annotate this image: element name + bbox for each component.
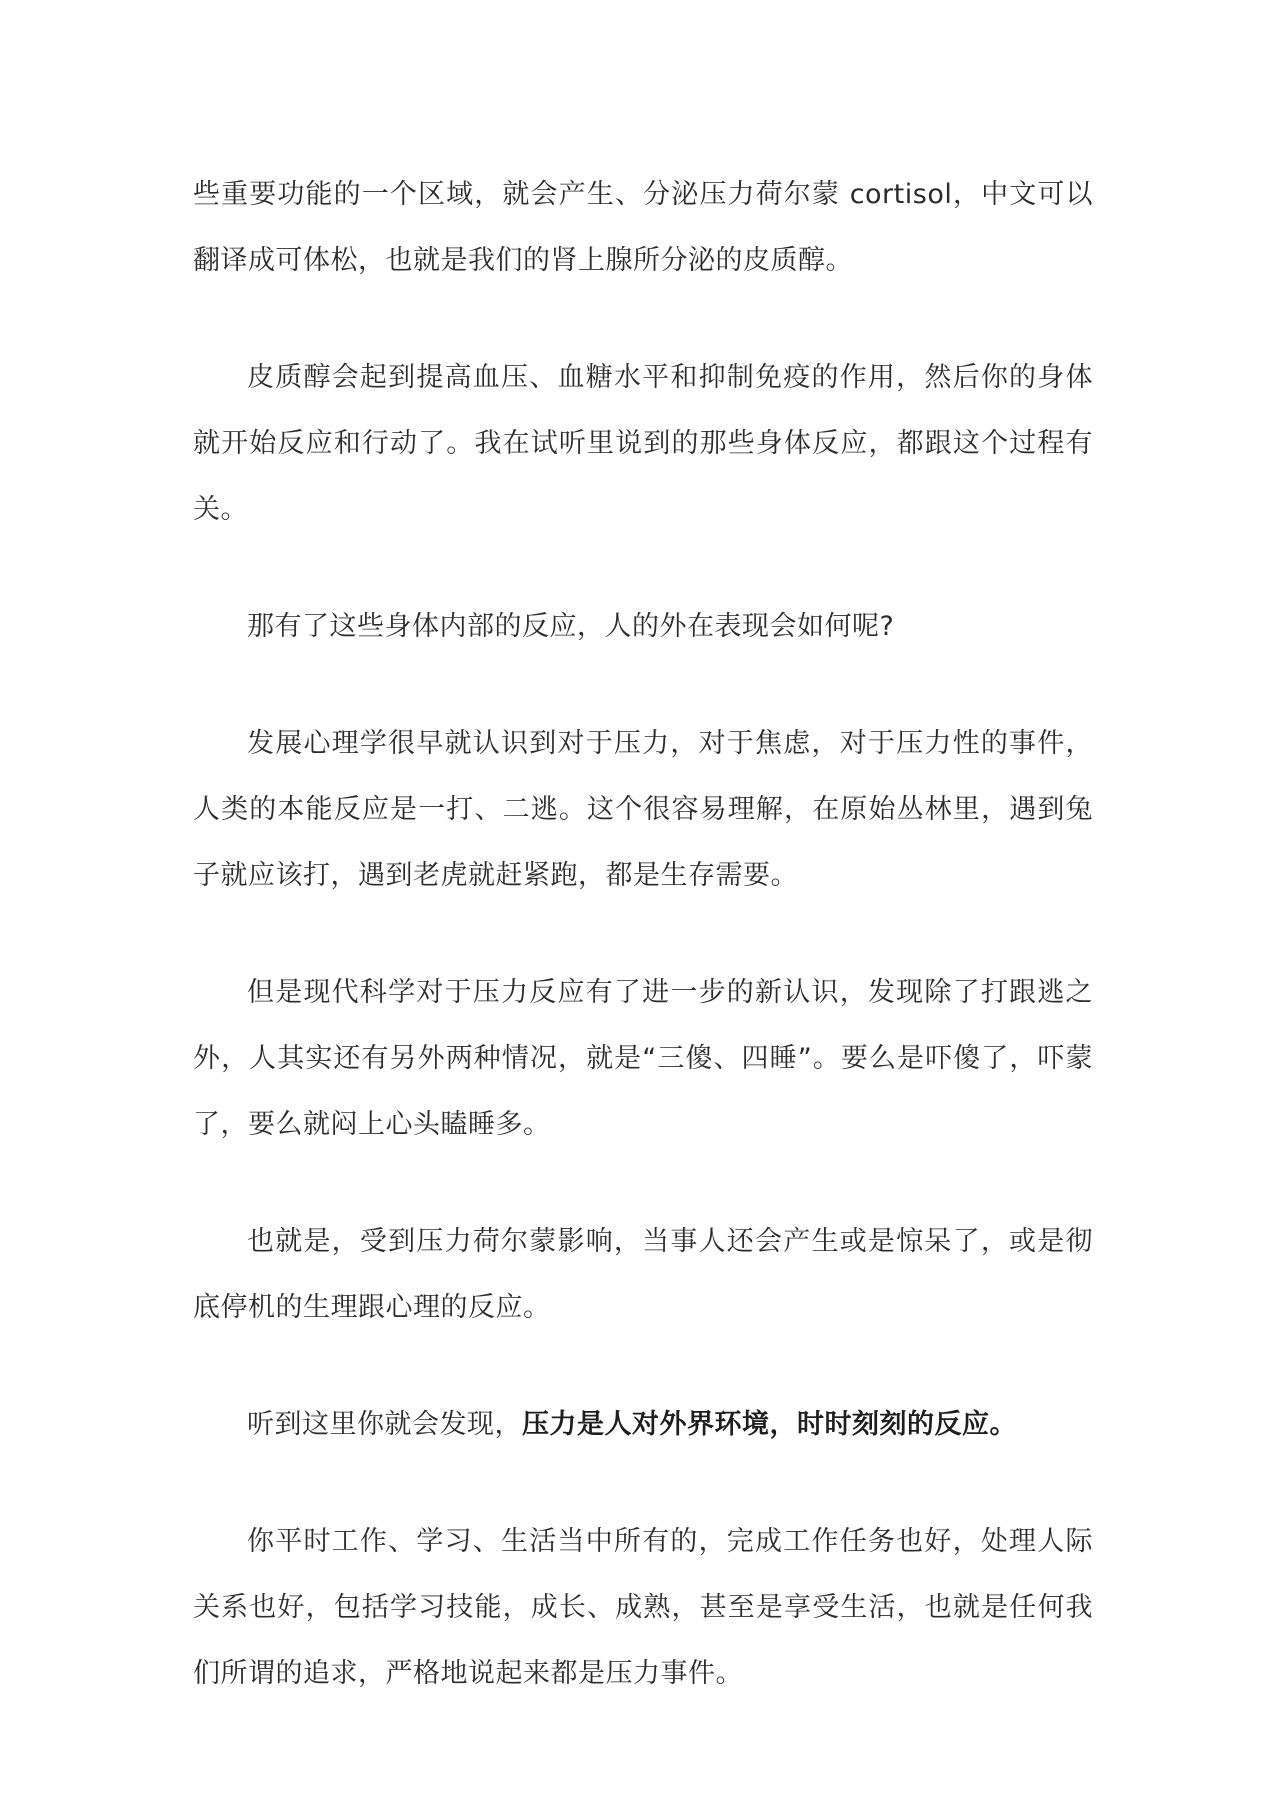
paragraph-external-question: 那有了这些身体内部的反应，人的外在表现会如何呢? (247, 611, 895, 642)
paragraph-shutdown-response: 也就是，受到压力荷尔蒙影响，当事人还会产生或是惊呆了，或是彻底停机的生理跟心理的反应。 (193, 1226, 1093, 1323)
paragraph-freeze-and-sleep: 但是现代科学对于压力反应有了进一步的新认识，发现除了打跟逃之外，人其实还有另外两种情况，就是“三傻、四睡”。要么是吓傻了，吓蒙了，要么就闷上心头瞌睡多。 (193, 977, 1093, 1140)
key-insight-lead: 听到这里你就会发现， (247, 1409, 522, 1440)
paragraph-stress-events: 你平时工作、学习、生活当中所有的，完成工作任务也好，处理人际关系也好，包括学习技能，成长、成熟，甚至是享受生活，也就是任何我们所谓的追求，严格地说起来都是压力事件。 (193, 1526, 1093, 1689)
paragraph-fight-or-flight: 发展心理学很早就认识到对于压力，对于焦虑，对于压力性的事件，人类的本能反应是一打、二逃。这个很容易理解，在原始丛林里，遇到兔子就应该打，遇到老虎就赶紧跑，都是生存需要。 (193, 728, 1093, 891)
document-page (193, 162, 1093, 1758)
paragraph-cortisol-effects: 皮质醇会起到提高血压、血糖水平和抑制免疫的作用，然后你的身体就开始反应和行动了。我在试听里说到的那些身体反应，都跟这个过程有关。 (193, 362, 1093, 525)
key-insight-bold: 压力是人对外界环境，时时刻刻的反应。 (522, 1409, 1017, 1440)
paragraph-cortisol-intro: 些重要功能的一个区域，就会产生、分泌压力荷尔蒙 cortisol，中文可以翻译成可体松，也就是我们的肾上腺所分泌的皮质醇。 (193, 179, 1093, 276)
paragraph-key-insight (193, 1392, 1093, 1458)
